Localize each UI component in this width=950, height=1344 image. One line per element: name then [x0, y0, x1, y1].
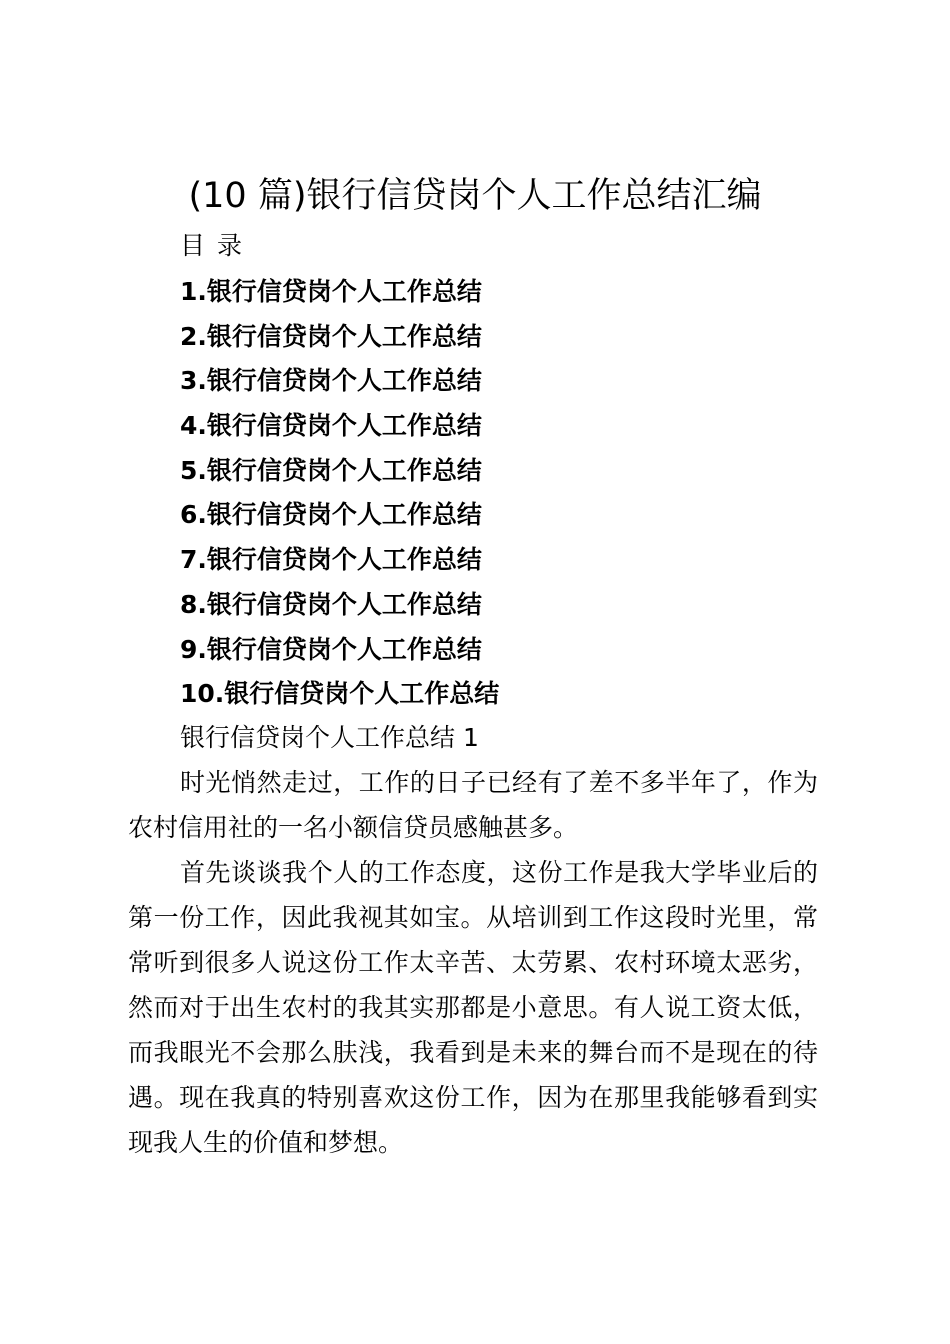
body-paragraph-2: 首先谈谈我个人的工作态度，这份工作是我大学毕业后的第一份工作，因此我视其如宝。从培训到工作这段时光里，常常听到很多人说这份工作太辛苦、太劳累、农村环境太恶劣，然而对于出生农村的我其实那都是小意思。有人说工资太低，而我眼光不会那么肤浅，我看到是未来的舞台而不是现在的待遇。现在我真的特别喜欢这份工作，因为在那里我能够看到实现我人生的价值和梦想。 — [128, 858, 818, 1157]
document-title: (10 篇)银行信贷岗个人工作总结汇编 — [188, 176, 762, 216]
toc-item-6[interactable]: 6.银行信贷岗个人工作总结 — [180, 500, 482, 530]
toc-item-4[interactable]: 4.银行信贷岗个人工作总结 — [180, 411, 482, 441]
toc-item-8[interactable]: 8.银行信贷岗个人工作总结 — [180, 589, 482, 619]
toc-item-9[interactable]: 9.银行信贷岗个人工作总结 — [180, 634, 482, 664]
toc-item-1[interactable]: 1.银行信贷岗个人工作总结 — [180, 277, 482, 306]
toc-item-5[interactable]: 5.银行信贷岗个人工作总结 — [180, 455, 482, 485]
toc-item-7[interactable]: 7.银行信贷岗个人工作总结 — [180, 545, 482, 575]
toc-item-10[interactable]: 10.银行信贷岗个人工作总结 — [180, 679, 500, 709]
toc-item-2[interactable]: 2.银行信贷岗个人工作总结 — [180, 321, 482, 351]
body-paragraph-1: 时光悄然走过，工作的日子已经有了差不多半年了，作为农村信用社的一名小额信贷员感触甚多。 — [128, 768, 818, 842]
toc-item-3[interactable]: 3.银行信贷岗个人工作总结 — [180, 366, 482, 396]
section-title: 银行信贷岗个人工作总结 1 — [180, 723, 479, 752]
toc-heading: 目 录 — [180, 231, 244, 260]
table-of-contents — [180, 272, 499, 719]
